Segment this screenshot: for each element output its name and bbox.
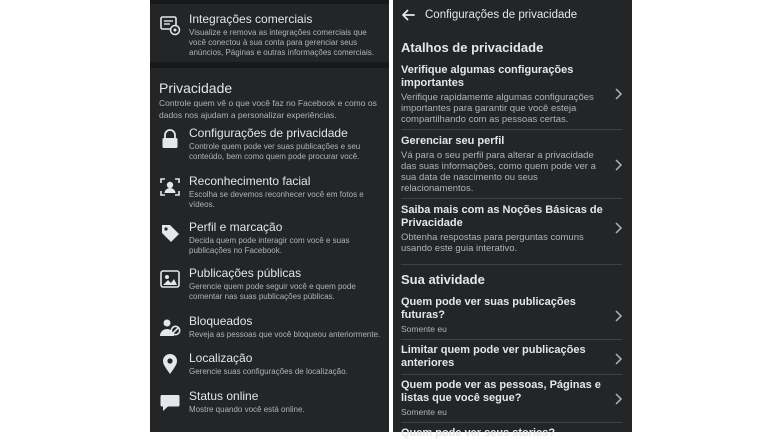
top-bar [393, 0, 632, 30]
list-item-title: Saiba mais com as Noções Básicas de Privacidade [401, 204, 603, 229]
divider [401, 374, 622, 375]
menu-item-title: Status online [189, 389, 259, 403]
menu-item-desc: Reveja as pessoas que você bloqueou anteriormente. [189, 330, 381, 339]
list-item-title: Quem pode ver as pessoas, Páginas e listas que você segue? [401, 379, 601, 404]
list-item-desc: Vá para o seu perfil para alterar a privacidade das suas informações, como quem pode ver a sua data de nascimento ou seus relacionamentos. [401, 150, 596, 194]
menu-item-desc: Decida quem pode interagir com você e suas publicações no Facebook. [189, 236, 350, 255]
list-item-desc: Verifique rapidamente algumas configurações importantes para garantir que você esteja compartilhando com as pessoas certas. [401, 92, 594, 125]
chevron-right-icon [615, 222, 622, 234]
section-title-atividade: Sua atividade [401, 272, 485, 287]
blocked-user-icon [159, 316, 181, 338]
menu-item-title: Bloqueados [189, 314, 253, 328]
chat-bubble-icon [159, 391, 181, 413]
list-item-title: Limitar quem pode ver publicações anteriores [401, 344, 586, 369]
menu-item-desc: Gerencie quem pode seguir você e quem pode comentar nas suas publicações públicas. [189, 282, 356, 301]
menu-item-title: Integrações comerciais [189, 12, 313, 26]
menu-item-desc: Controle quem pode ver suas publicações e seu conteúdo, bem como quem pode procurar você. [189, 142, 361, 161]
list-item-value: Somente eu [401, 324, 447, 334]
back-arrow-icon[interactable] [401, 9, 415, 21]
public-posts-icon [159, 268, 181, 290]
menu-item-desc: Gerencie suas configurações de localização. [189, 367, 348, 376]
settings-menu-panel [150, 0, 389, 432]
menu-item-title: Localização [189, 351, 253, 365]
section-title-privacidade: Privacidade [159, 80, 233, 96]
chevron-right-icon [615, 353, 622, 365]
settings-list [393, 30, 632, 439]
list-item-following-visibility[interactable] [393, 379, 632, 421]
menu-item-title: Configurações de privacidade [189, 126, 348, 140]
list-item-desc: Obtenha respostas para perguntas comuns usando este guia interativo. [401, 232, 584, 254]
chevron-right-icon [615, 88, 622, 100]
chevron-right-icon [615, 393, 622, 405]
location-pin-icon [159, 353, 181, 375]
menu-item-desc: Visualize e remova as integrações comerciais que você conectou à sua conta para gerenciar seus anúncios, Páginas e outras informações comerciais. [189, 28, 374, 57]
menu-item-desc: Mostre quando você está online. [189, 405, 305, 414]
section-desc-privacidade: Controle quem vê o que você faz no Facebook e como os dados nos ajudam a personalizar experiências. [159, 98, 377, 120]
divider [401, 198, 622, 199]
list-item-title: Quem pode ver seus stories? [401, 427, 556, 439]
chevron-right-icon [615, 159, 622, 171]
list-item-value: Somente eu [401, 407, 447, 417]
lock-icon [159, 128, 181, 150]
integrations-card[interactable] [150, 4, 389, 62]
list-item-title: Gerenciar seu perfil [401, 135, 505, 147]
list-item-manage-profile[interactable] [393, 135, 632, 197]
divider [401, 129, 622, 130]
menu-item-title: Perfil e marcação [189, 220, 283, 234]
list-item-privacy-basics[interactable] [393, 204, 632, 260]
tag-icon [159, 222, 181, 244]
divider [401, 339, 622, 340]
list-item-title: Quem pode ver suas publicações futuras? [401, 296, 576, 321]
menu-item-desc: Escolha se devemos reconhecer você em fotos e vídeos. [189, 190, 364, 209]
list-item-title: Verifique algumas configurações importantes [401, 64, 574, 89]
list-item-limit-past-posts[interactable] [393, 344, 632, 374]
business-integrations-icon [159, 14, 181, 36]
list-item-stories[interactable] [393, 427, 632, 447]
chevron-right-icon [615, 310, 622, 322]
divider [401, 422, 622, 423]
section-title-atalhos: Atalhos de privacidade [401, 40, 544, 55]
face-recognition-icon [159, 176, 181, 198]
list-item-check-settings[interactable] [393, 64, 632, 128]
list-item-future-posts[interactable] [393, 296, 632, 338]
menu-item-title: Publicações públicas [189, 266, 302, 280]
privacy-settings-panel [393, 0, 632, 439]
menu-item-title: Reconhecimento facial [189, 174, 311, 188]
divider [401, 264, 622, 265]
page-title: Configurações de privacidade [425, 9, 578, 21]
